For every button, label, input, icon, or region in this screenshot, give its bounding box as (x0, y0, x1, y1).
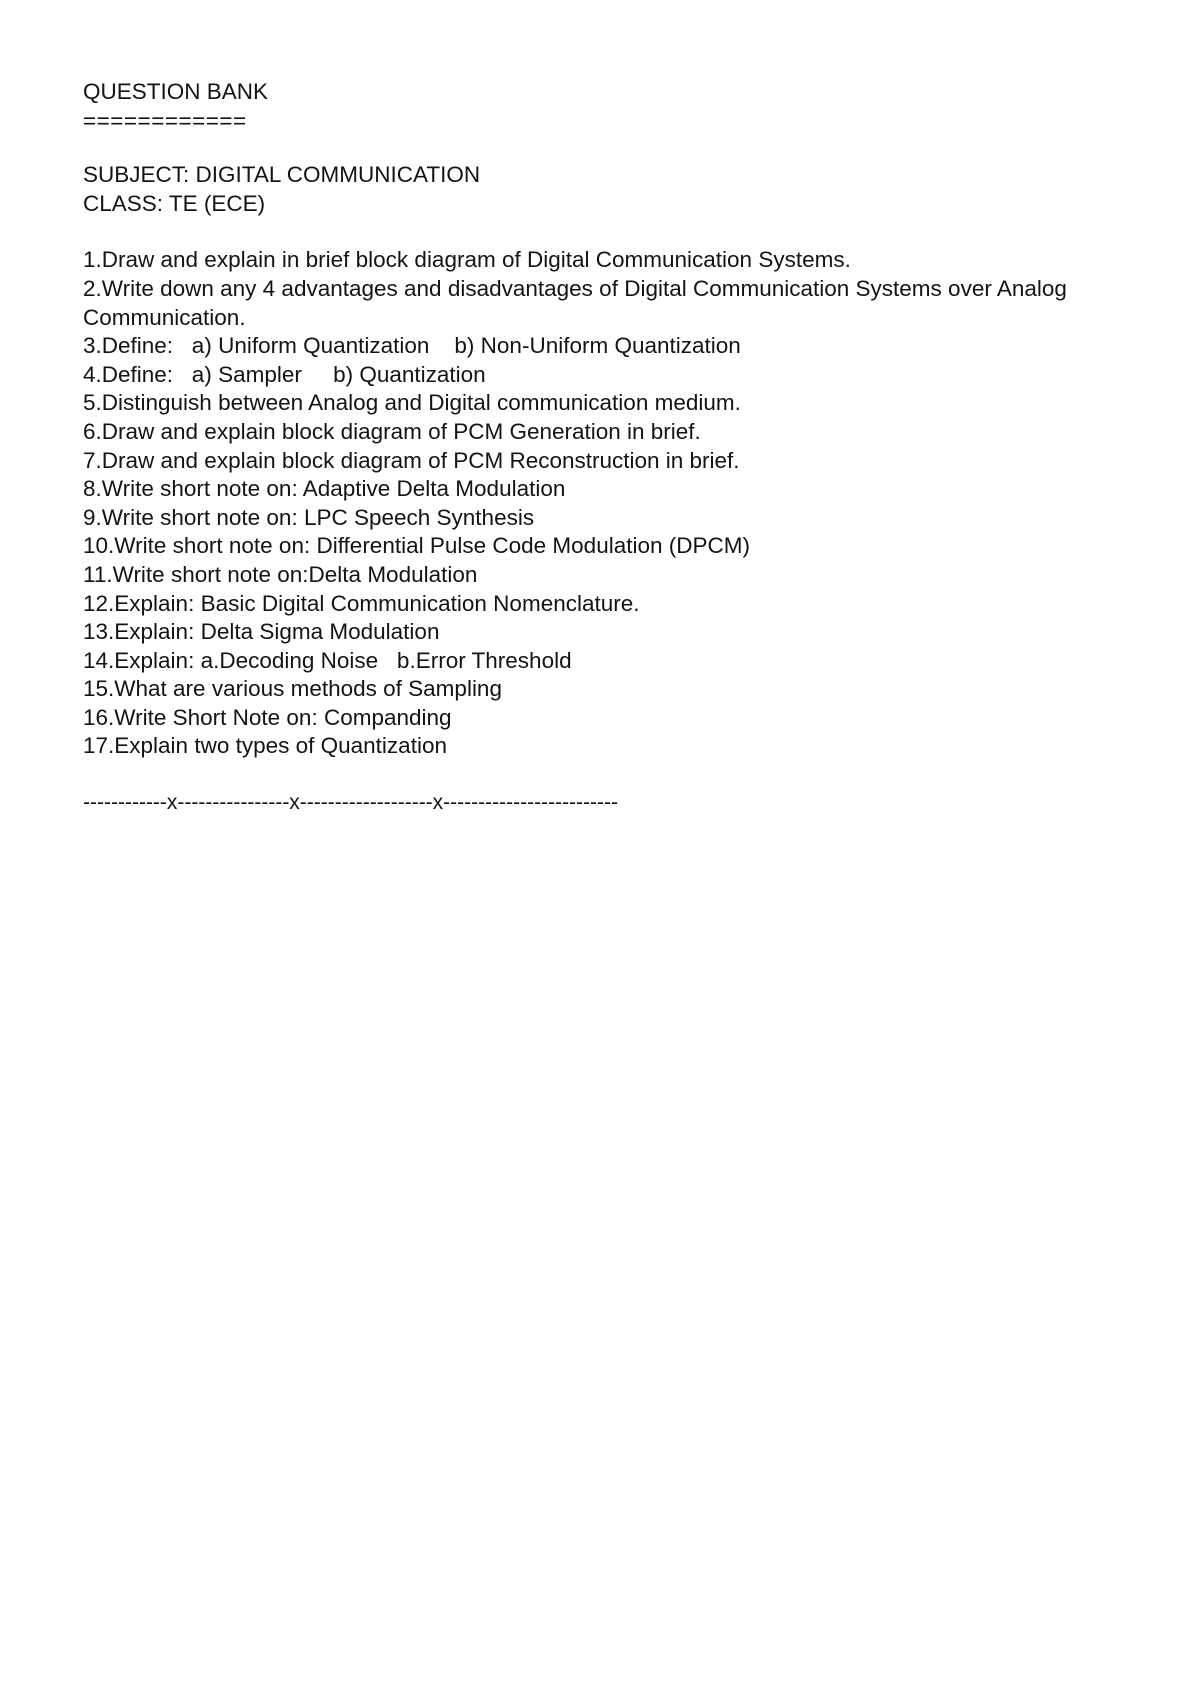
question-item: 1.Draw and explain in brief block diagram of Digital Communication Systems. (83, 247, 851, 273)
question-bank-page (83, 78, 1123, 818)
question-item: 11.Write short note on:Delta Modulation (83, 561, 478, 587)
question-item: 15.What are various methods of Sampling (83, 676, 502, 702)
question-list (83, 246, 1123, 761)
class-line: CLASS: TE (ECE) (83, 190, 266, 216)
end-separator: ------------x----------------x-------------------x------------------------- (83, 791, 619, 815)
question-item: 5.Distinguish between Analog and Digital communication medium. (83, 390, 741, 416)
title-underline: ============ (83, 107, 247, 133)
question-item: 14.Explain: a.Decoding Noise b.Error Threshold (83, 647, 572, 673)
question-item: 8.Write short note on: Adaptive Delta Modulation (83, 476, 566, 502)
document-title: QUESTION BANK (83, 79, 269, 104)
meta-block (83, 161, 1123, 218)
question-item: 4.Define: a) Sampler b) Quantization (83, 361, 486, 387)
question-item: 17.Explain two types of Quantization (83, 733, 447, 759)
question-item: 13.Explain: Delta Sigma Modulation (83, 619, 440, 645)
subject-line: SUBJECT: DIGITAL COMMUNICATION (83, 162, 481, 188)
question-item: 16.Write Short Note on: Companding (83, 704, 452, 730)
question-item: 9.Write short note on: LPC Speech Synthesis (83, 504, 535, 530)
question-item: 7.Draw and explain block diagram of PCM Reconstruction in brief. (83, 447, 740, 473)
question-item: 6.Draw and explain block diagram of PCM Generation in brief. (83, 418, 701, 444)
question-item: 12.Explain: Basic Digital Communication Nomenclature. (83, 590, 640, 616)
header-block (83, 78, 1123, 135)
question-item: 2.Write down any 4 advantages and disadvantages of Digital Communication Systems over Analog Communication. (83, 275, 1074, 330)
question-item: 3.Define: a) Uniform Quantization b) Non-Uniform Quantization (83, 333, 741, 359)
question-item: 10.Write short note on: Differential Pulse Code Modulation (DPCM) (83, 533, 750, 559)
